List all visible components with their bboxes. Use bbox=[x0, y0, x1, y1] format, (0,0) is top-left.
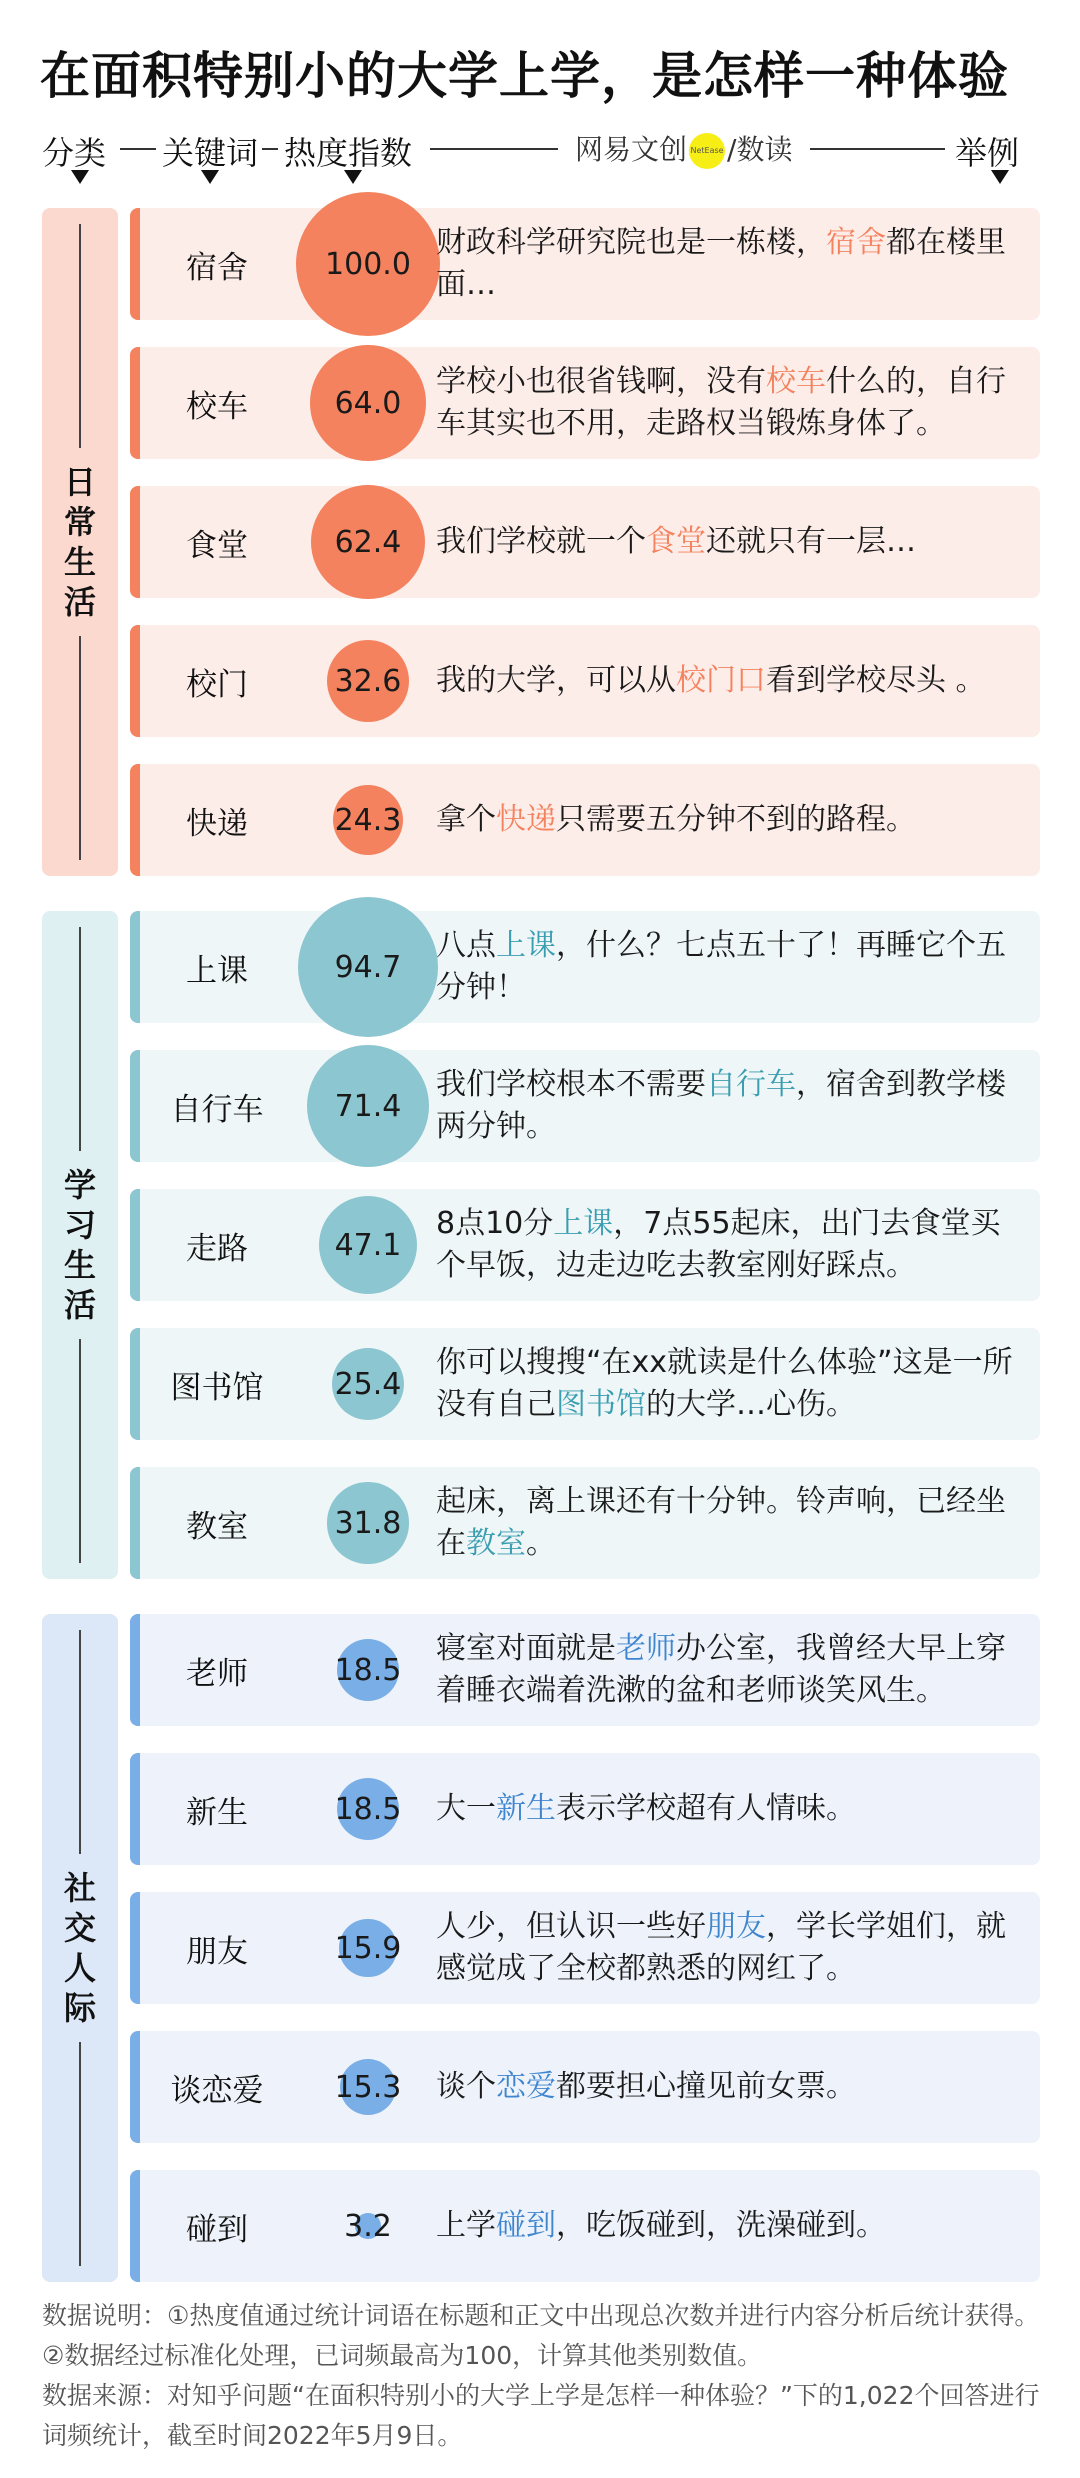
example-text-inner bbox=[436, 1481, 1026, 1565]
row-accent-bar bbox=[130, 486, 140, 598]
row-accent-bar bbox=[130, 625, 140, 737]
example-text bbox=[436, 1189, 1026, 1301]
example-text-part: 人少，但认识一些好 bbox=[436, 1909, 706, 1944]
example-highlight: 宿舍 bbox=[826, 225, 886, 260]
header-example: 举例 bbox=[955, 134, 1020, 172]
example-highlight: 恋爱 bbox=[496, 2069, 556, 2104]
example-text bbox=[436, 2031, 1026, 2143]
data-source: 数据来源：对知乎问题“在面积特别小的大学上学是怎样一种体验？”下的1,022个回答进行词频统计，截至时间2022年5月9日。 bbox=[42, 2381, 1040, 2450]
heat-value-label: 25.4 bbox=[334, 1366, 402, 1402]
example-text-inner bbox=[436, 521, 916, 563]
brand-logo bbox=[575, 128, 792, 169]
example-highlight: 图书馆 bbox=[556, 1387, 646, 1422]
example-highlight: 朋友 bbox=[706, 1909, 766, 1944]
example-text-part: ，吃饭碰到，洗澡碰到。 bbox=[556, 2208, 886, 2243]
heat-value-label: 32.6 bbox=[334, 663, 402, 699]
data-note: 数据说明：①热度值通过统计词语在标题和正文中出现总次数并进行内容分析后统计获得。②数据经过标准化处理，已词频最高为100，计算其他类别数值。 bbox=[42, 2301, 1040, 2370]
keyword-label: 自行车 bbox=[170, 1091, 264, 1128]
example-text bbox=[436, 347, 1026, 459]
heat-value-label: 71.4 bbox=[334, 1088, 402, 1124]
example-highlight: 新生 bbox=[496, 1791, 556, 1826]
example-text-part: 还就只有一层… bbox=[706, 524, 916, 559]
example-highlight: 教室 bbox=[466, 1526, 526, 1561]
brand-dot-icon: NetEase bbox=[689, 133, 725, 169]
table-row bbox=[130, 1614, 1040, 1726]
example-text-part: 八点 bbox=[436, 928, 496, 963]
keyword-label: 上课 bbox=[186, 952, 248, 989]
header-category: 分类 bbox=[42, 134, 107, 172]
example-text-part: 8点10分 bbox=[436, 1206, 554, 1241]
example-text bbox=[436, 1050, 1026, 1162]
example-highlight: 老师 bbox=[616, 1631, 676, 1666]
example-text bbox=[436, 1328, 1026, 1440]
row-accent-bar bbox=[130, 1050, 140, 1162]
example-text-part: 表示学校超有人情味。 bbox=[556, 1791, 856, 1826]
example-text-part: ，宿舍到教学楼两分钟。 bbox=[436, 1067, 1006, 1144]
row-accent-bar bbox=[130, 2170, 140, 2282]
category-line bbox=[79, 1339, 81, 1563]
header-divider bbox=[262, 148, 278, 150]
header-keyword: 关键词 bbox=[162, 134, 259, 172]
header-heat: 热度指数 bbox=[284, 134, 413, 172]
example-text bbox=[436, 911, 1026, 1023]
keyword-label: 宿舍 bbox=[186, 249, 248, 286]
example-text-part: 你可以搜搜“在xx就读是什么体验”这是一所没有自己 bbox=[436, 1345, 1013, 1422]
example-highlight: 上课 bbox=[553, 1206, 614, 1241]
example-text-inner bbox=[436, 2066, 856, 2108]
table-row bbox=[130, 1467, 1040, 1579]
example-highlight: 碰到 bbox=[496, 2208, 556, 2243]
heat-value-label: 31.8 bbox=[334, 1505, 402, 1541]
table-row bbox=[130, 208, 1040, 320]
arrow-down-icon bbox=[991, 170, 1009, 184]
example-text-part: 什么的，自行车其实也不用，走路权当锻炼身体了。 bbox=[436, 364, 1006, 441]
example-highlight: 自行车 bbox=[706, 1067, 796, 1102]
heat-value-label: 100.0 bbox=[325, 246, 411, 282]
heat-value-label: 18.5 bbox=[334, 1652, 402, 1688]
example-text bbox=[436, 1753, 1026, 1865]
example-text bbox=[436, 764, 1026, 876]
example-text-part: ，什么？七点五十了！再睡它个五分钟！ bbox=[436, 928, 1006, 1005]
example-text-part: 都在楼里面… bbox=[436, 225, 1006, 302]
category-line bbox=[79, 1630, 81, 1854]
example-text bbox=[436, 625, 1026, 737]
heat-value-label: 62.4 bbox=[334, 524, 402, 560]
keyword-label: 新生 bbox=[186, 1794, 248, 1831]
table-row bbox=[130, 347, 1040, 459]
example-text-inner bbox=[436, 1788, 856, 1830]
example-text-inner bbox=[436, 1064, 1026, 1148]
example-text-part: 的大学…心伤。 bbox=[646, 1387, 856, 1422]
brand-right: /数读 bbox=[727, 133, 793, 166]
heat-value-label: 15.3 bbox=[334, 2069, 402, 2105]
keyword-label: 走路 bbox=[186, 1230, 248, 1267]
row-accent-bar bbox=[130, 2031, 140, 2143]
category-line bbox=[79, 2042, 81, 2266]
example-text bbox=[436, 208, 1026, 320]
example-text bbox=[436, 1892, 1026, 2004]
category-line bbox=[79, 927, 81, 1151]
example-text-part: 我们学校就一个 bbox=[436, 524, 646, 559]
keyword-label: 校车 bbox=[186, 388, 248, 425]
example-text-inner bbox=[436, 660, 986, 702]
table-row bbox=[130, 764, 1040, 876]
table-row bbox=[130, 1892, 1040, 2004]
example-text bbox=[436, 486, 1026, 598]
example-text bbox=[436, 1614, 1026, 1726]
example-text-part: 只需要五分钟不到的路程。 bbox=[556, 802, 916, 837]
example-highlight: 上课 bbox=[496, 928, 556, 963]
table-row bbox=[130, 911, 1040, 1023]
example-text-part: 办公室，我曾经大早上穿着睡衣端着洗漱的盆和老师谈笑风生。 bbox=[436, 1631, 1006, 1708]
row-accent-bar bbox=[130, 1753, 140, 1865]
category-label: 社 交 人 际 bbox=[63, 1869, 96, 2027]
keyword-label: 碰到 bbox=[186, 2211, 248, 2248]
example-highlight: 食堂 bbox=[646, 524, 706, 559]
example-text-part: 大一 bbox=[436, 1791, 496, 1826]
example-text-part: 看到学校尽头 。 bbox=[766, 663, 986, 698]
table-row bbox=[130, 1753, 1040, 1865]
table-row bbox=[130, 1328, 1040, 1440]
row-accent-bar bbox=[130, 1892, 140, 2004]
example-text-inner bbox=[436, 1906, 1026, 1990]
heat-value-label: 94.7 bbox=[334, 949, 402, 985]
heat-value-label: 3.2 bbox=[344, 2208, 392, 2244]
row-accent-bar bbox=[130, 1614, 140, 1726]
example-text-part: 上学 bbox=[436, 2208, 496, 2243]
row-accent-bar bbox=[130, 347, 140, 459]
row-accent-bar bbox=[130, 764, 140, 876]
category-line bbox=[79, 636, 81, 860]
example-text-part: 起床，离上课还有十分钟。铃声响，已经坐在 bbox=[436, 1484, 1006, 1561]
keyword-label: 教室 bbox=[186, 1508, 248, 1545]
example-text-inner bbox=[436, 2205, 886, 2247]
example-highlight: 快递 bbox=[496, 802, 556, 837]
keyword-label: 食堂 bbox=[186, 527, 248, 564]
arrow-down-icon bbox=[201, 170, 219, 184]
arrow-down-icon bbox=[71, 170, 89, 184]
keyword-label: 快递 bbox=[186, 805, 248, 842]
category-2 bbox=[42, 1614, 118, 2282]
example-text-part: 我们学校根本不需要 bbox=[436, 1067, 706, 1102]
example-text-part: 。 bbox=[526, 1526, 556, 1561]
example-text-part: 拿个 bbox=[436, 802, 496, 837]
example-text-part: 财政科学研究院也是一栋楼， bbox=[436, 225, 826, 260]
page-title: 在面积特别小的大学上学，是怎样一种体验 bbox=[40, 47, 1009, 105]
table-row bbox=[130, 1050, 1040, 1162]
heat-value-label: 47.1 bbox=[334, 1227, 402, 1263]
example-text-inner bbox=[436, 1203, 1026, 1287]
table-row bbox=[130, 486, 1040, 598]
category-label: 日 常 生 活 bbox=[63, 463, 96, 621]
keyword-label: 老师 bbox=[186, 1655, 248, 1692]
heat-value-label: 15.9 bbox=[334, 1930, 402, 1966]
category-label: 学 习 生 活 bbox=[63, 1166, 96, 1324]
arrow-down-icon bbox=[344, 170, 362, 184]
example-highlight: 校车 bbox=[766, 364, 826, 399]
category-1 bbox=[42, 911, 118, 1579]
heat-value-label: 18.5 bbox=[334, 1791, 402, 1827]
example-text-part: 我的大学，可以从 bbox=[436, 663, 676, 698]
keyword-label: 谈恋爱 bbox=[170, 2072, 264, 2109]
header-divider bbox=[810, 148, 945, 150]
example-text-inner bbox=[436, 1628, 1026, 1712]
row-accent-bar bbox=[130, 1328, 140, 1440]
row-accent-bar bbox=[130, 208, 140, 320]
table-row bbox=[130, 1189, 1040, 1301]
table-row bbox=[130, 2170, 1040, 2282]
example-text-part: 谈个 bbox=[436, 2069, 496, 2104]
example-text-part: 学校小也很省钱啊，没有 bbox=[436, 364, 766, 399]
example-text-inner bbox=[436, 1342, 1026, 1426]
keyword-label: 图书馆 bbox=[170, 1369, 264, 1406]
example-text bbox=[436, 1467, 1026, 1579]
category-0 bbox=[42, 208, 118, 876]
example-text-part: 寝室对面就是 bbox=[436, 1631, 616, 1666]
row-accent-bar bbox=[130, 1467, 140, 1579]
example-text bbox=[436, 2170, 1026, 2282]
brand-left: 网易文创 bbox=[575, 133, 688, 166]
table-row bbox=[130, 2031, 1040, 2143]
example-text-inner bbox=[436, 222, 1026, 306]
example-highlight: 校门口 bbox=[676, 663, 766, 698]
keyword-label: 校门 bbox=[186, 666, 248, 703]
example-text-part: 都要担心撞见前女票。 bbox=[556, 2069, 856, 2104]
table-row bbox=[130, 625, 1040, 737]
heat-value-label: 64.0 bbox=[334, 385, 402, 421]
example-text-part: ，学长学姐们，就感觉成了全校都熟悉的网红了。 bbox=[436, 1909, 1006, 1986]
header-divider bbox=[120, 148, 156, 150]
category-line bbox=[79, 224, 81, 448]
example-text-inner bbox=[436, 925, 1026, 1009]
row-accent-bar bbox=[130, 1189, 140, 1301]
example-text-inner bbox=[436, 799, 916, 841]
heat-value-label: 24.3 bbox=[334, 802, 402, 838]
keyword-label: 朋友 bbox=[186, 1933, 248, 1970]
example-text-inner bbox=[436, 361, 1026, 445]
example-text-part: ，7点55起床，出门去食堂买个早饭，边走边吃去教室刚好踩点。 bbox=[436, 1206, 1001, 1283]
row-accent-bar bbox=[130, 911, 140, 1023]
header-divider bbox=[430, 148, 558, 150]
